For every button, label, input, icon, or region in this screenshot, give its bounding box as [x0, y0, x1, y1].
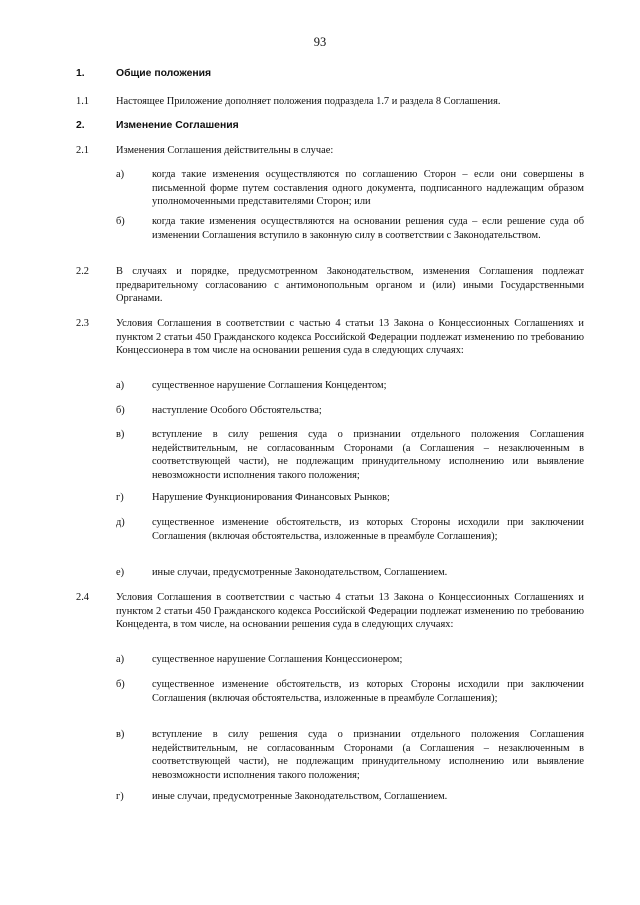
item-text: вступление в силу решения суда о признании отдельного положения Соглашения недействительным, не согласованным Сторонами (а Соглашения – незаключенным в соответствующей части), не подлежащим принудительному исполнению или выявление невозможности исполнения такого положения; — [152, 429, 584, 481]
section-title: Общие положения — [116, 68, 212, 79]
item-label: д) — [116, 517, 125, 528]
clause-text: Изменения Соглашения действительны в случае: — [116, 145, 334, 156]
item-text: существенное нарушение Соглашения Концессионером; — [152, 654, 403, 665]
clause-number: 2.4 — [76, 592, 89, 603]
page-number: 93 — [313, 35, 327, 49]
item-text: существенное нарушение Соглашения Концедентом; — [152, 380, 387, 391]
clause-number: 2.1 — [76, 145, 89, 156]
clause-text: Настоящее Приложение дополняет положения подраздела 1.7 и раздела 8 Соглашения. — [116, 96, 501, 107]
item-text: иные случаи, предусмотренные Законодательством, Соглашением. — [152, 567, 448, 578]
item-label: г) — [116, 791, 124, 802]
clause-text: Условия Соглашения в соответствии с частью 4 статьи 13 Закона о Концессионных Соглашениях и пунктом 2 статьи 450 Гражданского кодекса Российской Федерации подлежат изменению по требованию Концедента, в том числе, на основании решения суда в следующих случаях: — [116, 592, 584, 631]
item-label: б) — [116, 216, 125, 227]
item-label: а) — [116, 169, 125, 180]
item-label: б) — [116, 405, 125, 416]
item-label: г) — [116, 492, 124, 503]
clause-text: В случаях и порядке, предусмотренном Законодательством, изменения Соглашения подлежат предварительному согласованию с антимонопольным органом и (или) иными Государственными Органами. — [116, 266, 584, 305]
item-label: а) — [116, 380, 125, 391]
clause-text: Условия Соглашения в соответствии с частью 4 статьи 13 Закона о Концессионных Соглашениях и пунктом 2 статьи 450 Гражданского кодекса Российской Федерации подлежат изменению по требованию Концессионера в том числе на основании решения суда в следующих случаях: — [116, 318, 584, 357]
section-title: Изменение Соглашения — [116, 120, 239, 131]
item-label: в) — [116, 429, 125, 440]
clause-number: 2.2 — [76, 266, 89, 277]
clause-number: 1.1 — [76, 96, 89, 107]
item-text: наступление Особого Обстоятельства; — [152, 405, 322, 416]
item-label: а) — [116, 654, 125, 665]
item-text: когда такие изменения осуществляются по соглашению Сторон – если они совершены в письменной форме путем составления одного документа, подписанного надлежащим образом уполномоченными представителями Сторон; или — [152, 169, 584, 208]
section-number: 2. — [76, 120, 85, 131]
item-text: существенное изменение обстоятельств, из которых Стороны исходили при заключении Соглашения (включая обстоятельства, изложенные в преамбуле Соглашения); — [152, 517, 584, 542]
item-text: Нарушение Функционирования Финансовых Рынков; — [152, 492, 390, 503]
item-label: б) — [116, 679, 125, 690]
item-label: е) — [116, 567, 125, 578]
clause-number: 2.3 — [76, 318, 89, 329]
item-text: вступление в силу решения суда о признании отдельного положения Соглашения недействительным, не согласованным Сторонами (а Соглашения – незаключенным в соответствующей части), не подлежащим принудительному исполнению или выявление невозможности исполнения такого положения; — [152, 729, 584, 781]
item-text: существенное изменение обстоятельств, из которых Стороны исходили при заключении Соглашения (включая обстоятельства, изложенные в преамбуле Соглашения); — [152, 679, 584, 704]
item-text: иные случаи, предусмотренные Законодательством, Соглашением. — [152, 791, 448, 802]
item-text: когда такие изменения осуществляются на основании решения суда – если решение суда об изменении Соглашения вступило в законную силу в соответствии с Законодательством. — [152, 216, 584, 241]
section-number: 1. — [76, 68, 85, 79]
item-label: в) — [116, 729, 125, 740]
